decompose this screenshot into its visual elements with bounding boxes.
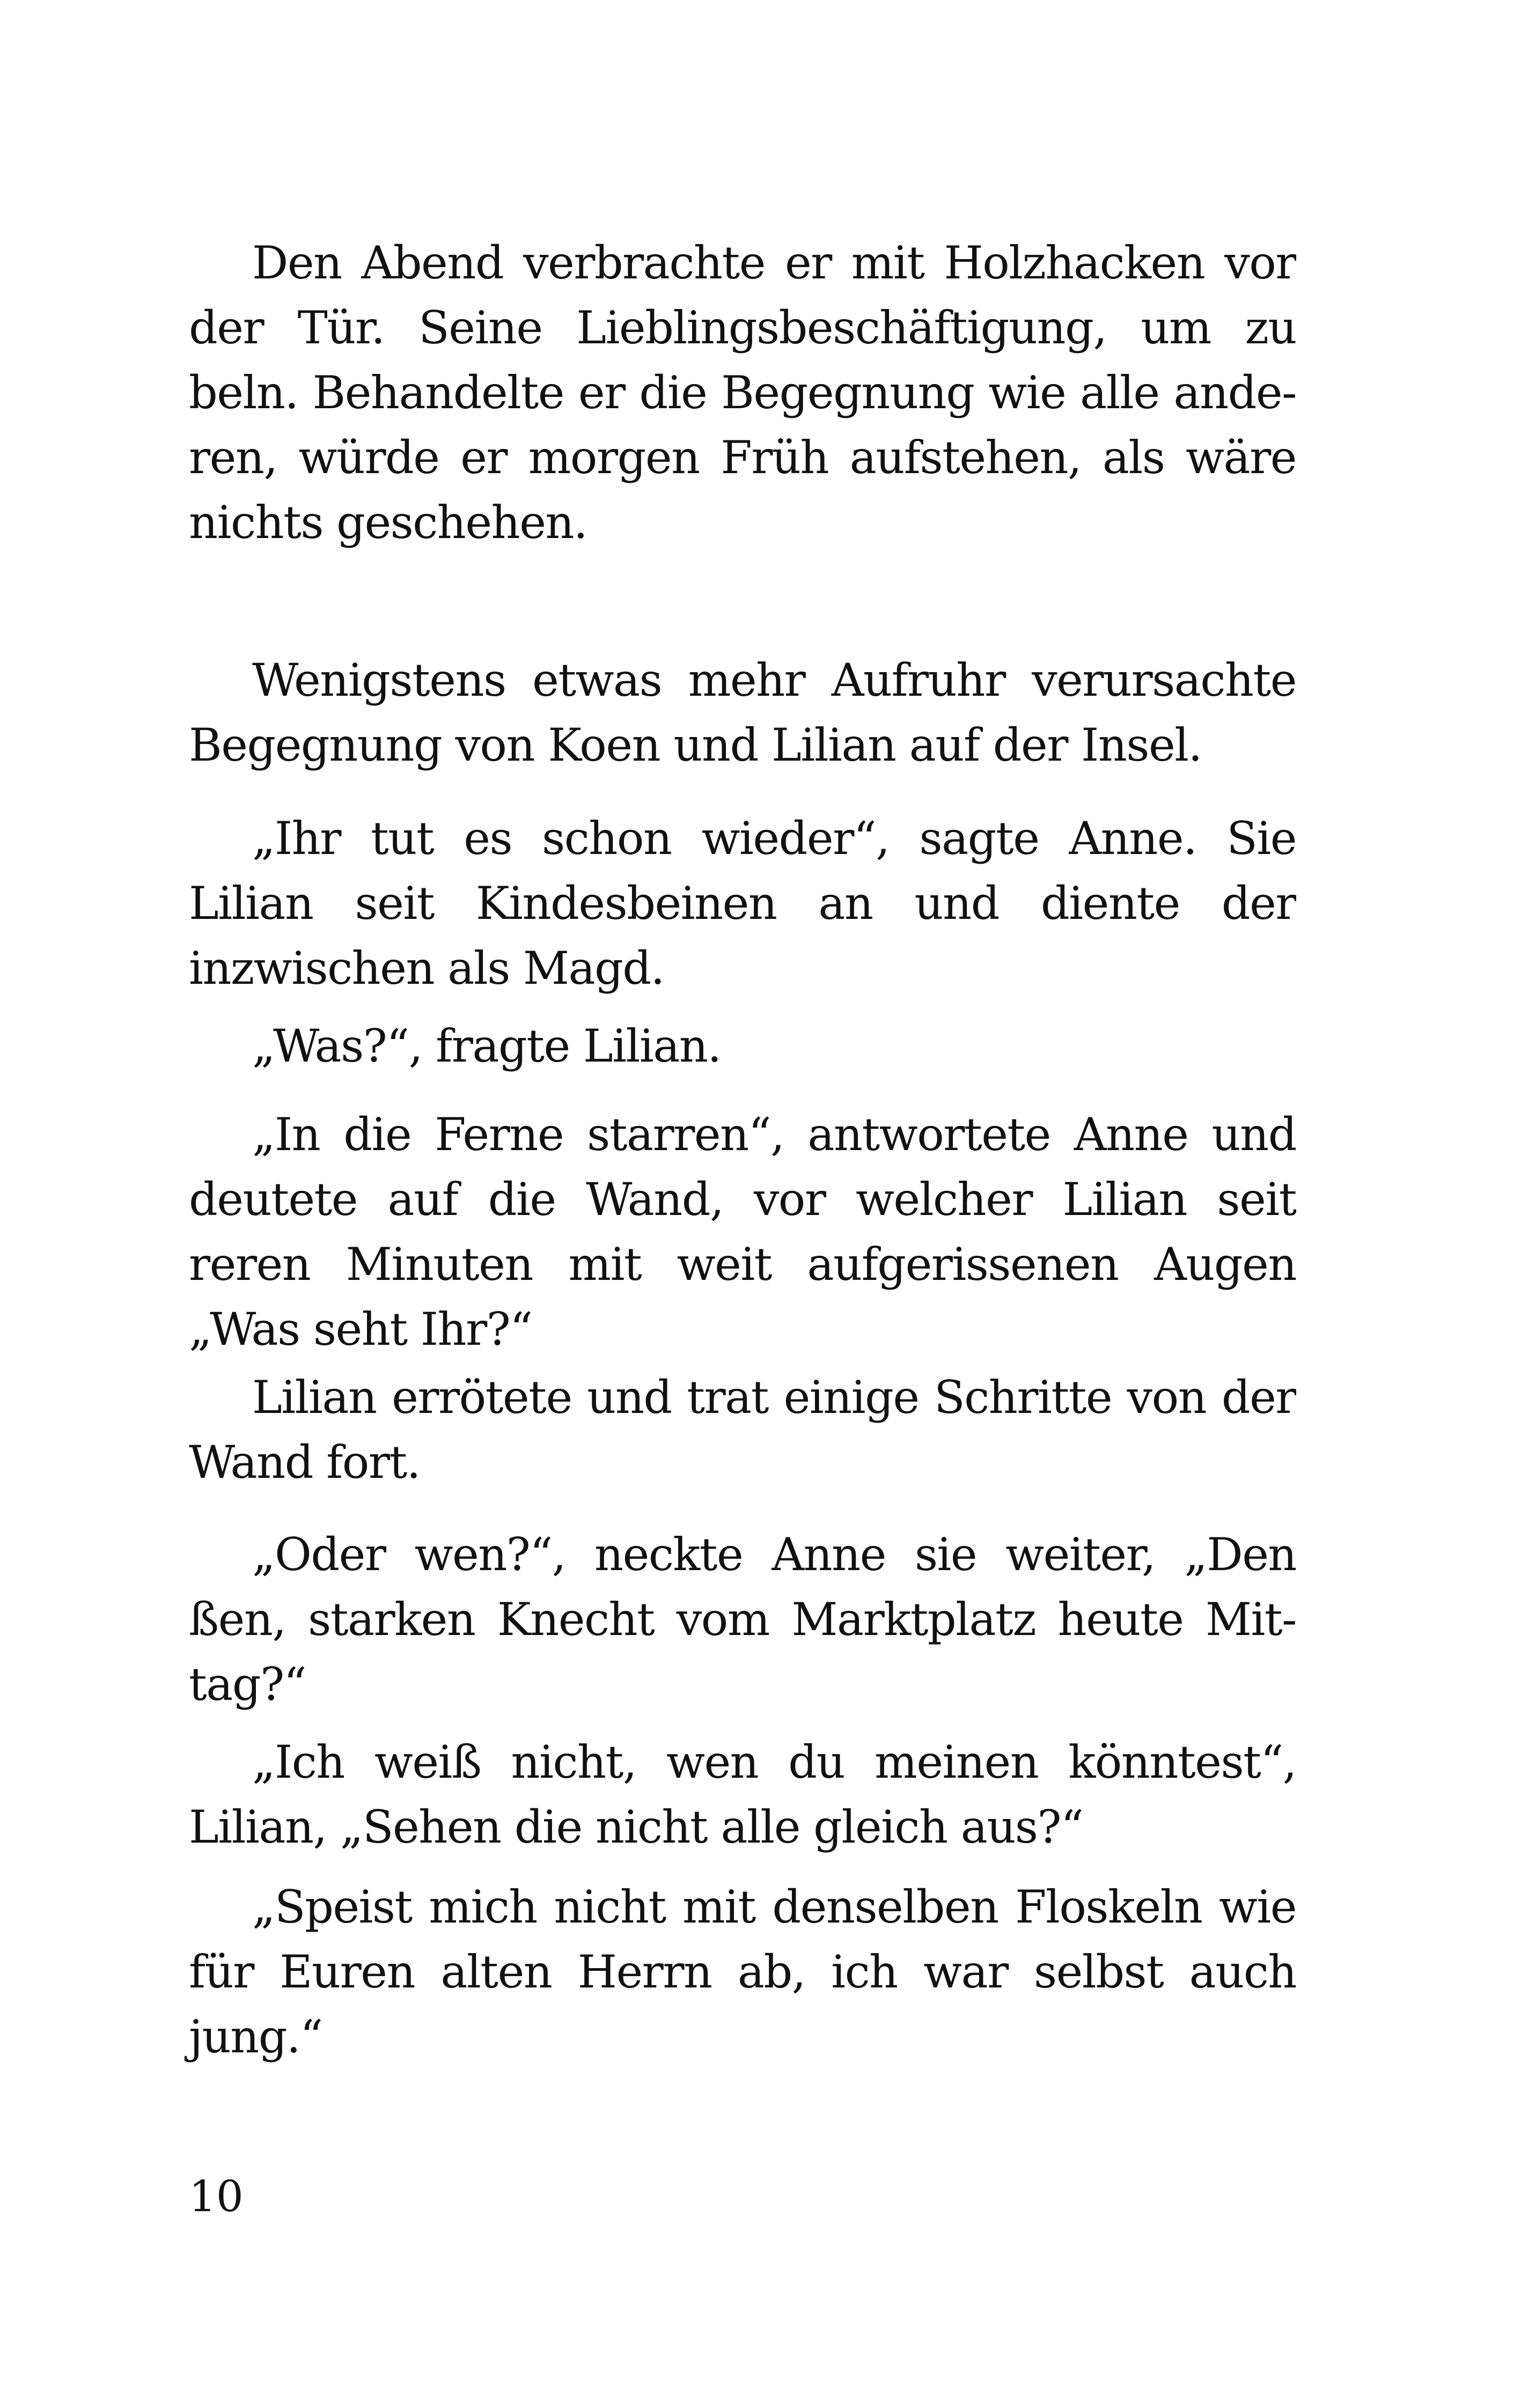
text-line: jung.“ <box>189 2011 322 2063</box>
paragraph-9 <box>189 1875 1296 2070</box>
paragraph-1 <box>189 231 1296 555</box>
paragraph-4 <box>189 1014 1296 1079</box>
text-line: „Ihr tut es schon wieder“, sagte Anne. Sie <box>252 812 1296 865</box>
text-line: Lilian, „Sehen die nicht alle gleich aus?“ <box>189 1801 1083 1853</box>
text-line: der Tür. Seine Lieblingsbeschäftigung, um zu <box>189 301 1296 354</box>
text-line: reren Minuten mit weit aufgerissenen Augen <box>189 1238 1296 1291</box>
paragraph-2 <box>189 648 1296 778</box>
text-line: tag?“ <box>189 1658 306 1711</box>
paragraph-5 <box>189 1102 1296 1362</box>
text-line: nichts geschehen. <box>189 496 587 549</box>
paragraph-6 <box>189 1365 1296 1495</box>
text-line: „Ich weiß nicht, wen du meinen könntest“, <box>252 1736 1296 1788</box>
text-line: Lilian errötete und trat einige Schritte von der <box>252 1371 1296 1424</box>
text-line: deutete auf die Wand, vor welcher Lilian seit <box>189 1173 1296 1226</box>
paragraph-8 <box>189 1730 1296 1860</box>
text-line: „Was seht Ihr?“ <box>189 1303 532 1356</box>
text-line: inzwischen als Magd. <box>189 942 664 995</box>
text-line: „Speist mich nicht mit denselben Floskeln wie <box>252 1881 1296 1933</box>
text-line: Begegnung von Koen und Lilian auf der Insel. <box>189 719 1202 771</box>
paragraph-7 <box>189 1522 1296 1717</box>
text-line: beln. Behandelte er die Begegnung wie alle ande- <box>189 366 1296 419</box>
text-line: Wand fort. <box>189 1436 420 1489</box>
text-line: ren, würde er morgen Früh aufstehen, als wäre <box>189 431 1296 484</box>
text-line: Wenigstens etwas mehr Aufruhr verursachte <box>252 654 1296 706</box>
page-number: 10 <box>189 2171 244 2221</box>
text-line: Den Abend verbrachte er mit Holzhacken vor <box>252 237 1296 289</box>
text-line: „Oder wen?“, neckte Anne sie weiter, „Den <box>252 1528 1296 1581</box>
text-line: für Euren alten Herrn ab, ich war selbst auch <box>189 1946 1296 1998</box>
text-line: „Was?“, fragte Lilian. <box>252 1020 721 1072</box>
text-line: Lilian seit Kindesbeinen an und diente der <box>189 877 1296 930</box>
paragraph-3 <box>189 806 1296 1001</box>
text-line: ßen, starken Knecht vom Marktplatz heute Mit- <box>189 1593 1296 1646</box>
text-line: „In die Ferne starren“, antwortete Anne und <box>252 1108 1296 1161</box>
